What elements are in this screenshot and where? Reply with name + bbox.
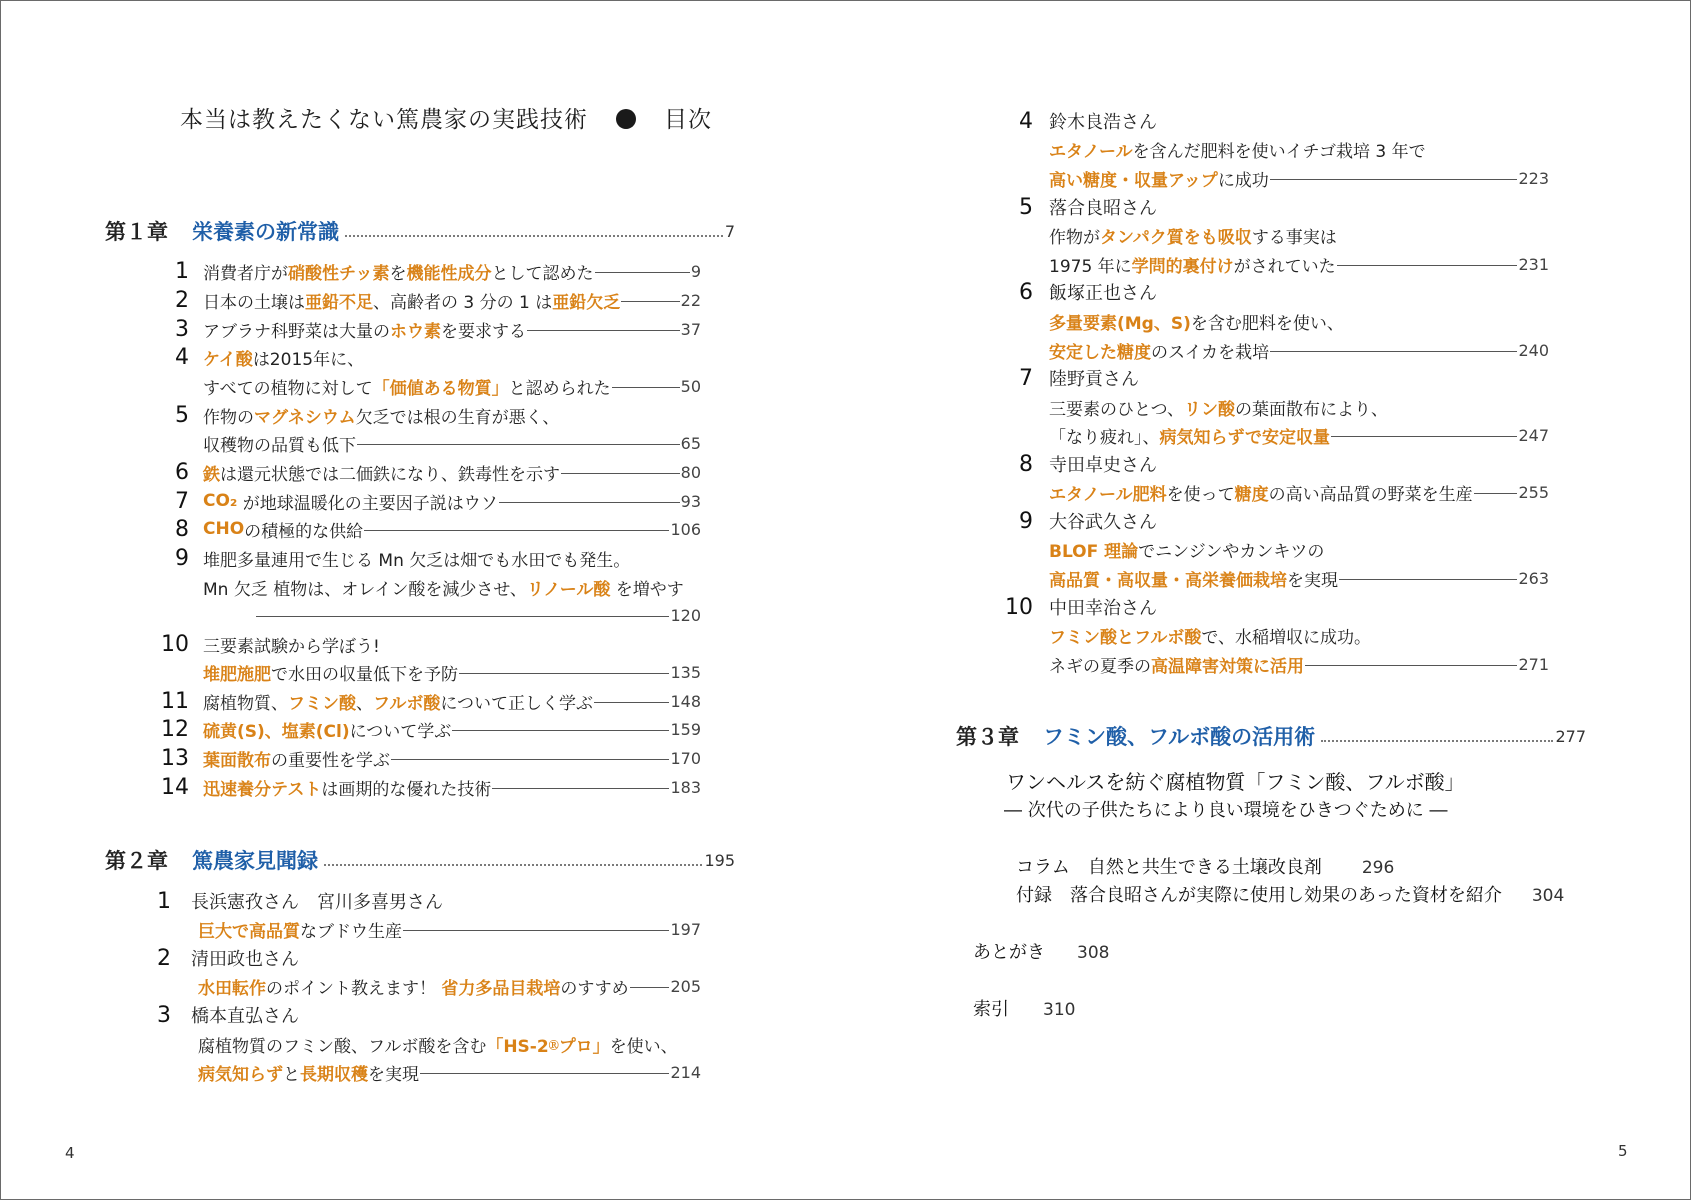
chapter-title: 栄養素の新常識 bbox=[192, 220, 339, 244]
entry-number: 1 bbox=[157, 888, 171, 914]
toc-entry-1-6[interactable] bbox=[161, 458, 701, 487]
chapter-2-heading[interactable] bbox=[105, 843, 735, 877]
page-number: 195 bbox=[704, 850, 735, 870]
entry-text: 堆肥多量連用で生じる Mn 欠乏は畑でも水田でも発生。 bbox=[203, 550, 631, 571]
toc-entry-1-10-line1[interactable] bbox=[161, 630, 701, 659]
entry-number: 7 bbox=[1019, 365, 1033, 391]
toc-entry-2-9-line2[interactable] bbox=[1049, 564, 1549, 593]
toc-entry-2-7-name[interactable] bbox=[1009, 364, 1569, 393]
entry-text: のすすめ bbox=[560, 978, 629, 999]
entry-text: 作物の bbox=[203, 407, 254, 428]
entry-number: 10 bbox=[161, 631, 189, 657]
entry-text: について学ぶ bbox=[349, 721, 452, 742]
entry-text: 作物が bbox=[1049, 227, 1100, 248]
entry-highlight: 鉄 bbox=[203, 464, 220, 485]
entry-person: 寺田卓史さん bbox=[1049, 455, 1157, 477]
leader-line bbox=[452, 730, 669, 731]
entry-highlight: 省力多品目栽培 bbox=[441, 978, 561, 999]
page-number: 183 bbox=[670, 777, 701, 797]
page-number: 223 bbox=[1518, 168, 1549, 188]
entry-number: 3 bbox=[157, 1002, 171, 1028]
leader-line bbox=[256, 616, 669, 617]
page-number: 277 bbox=[1555, 726, 1586, 746]
toc-entry-2-4-line1[interactable] bbox=[1049, 135, 1549, 164]
entry-number: 14 bbox=[161, 774, 189, 800]
entry-text: を使い、 bbox=[609, 1036, 678, 1057]
column-entry[interactable] bbox=[1016, 853, 1394, 879]
entry-highlight: 「価値ある物質」 bbox=[372, 378, 509, 399]
toc-entry-2-3-name[interactable] bbox=[151, 1001, 691, 1030]
leader-line bbox=[1337, 265, 1518, 266]
toc-label: 目次 bbox=[664, 107, 712, 133]
entry-number: 6 bbox=[175, 459, 189, 485]
entry-person: 長浜憲孜さん 宮川多喜男さん bbox=[191, 892, 443, 914]
entry-text: 三要素のひとつ、 bbox=[1049, 399, 1184, 420]
toc-entry-1-7[interactable] bbox=[161, 487, 701, 516]
toc-entry-2-1-name[interactable] bbox=[151, 887, 691, 916]
entry-text: について正しく学ぶ bbox=[440, 693, 593, 714]
chapter-3-main-title[interactable]: ワンヘルスを紡ぐ腐植物質「フミン酸、フルボ酸」 bbox=[1006, 770, 1465, 794]
toc-entry-2-10-name[interactable] bbox=[1001, 593, 1569, 622]
entry-person: 清田政也さん bbox=[191, 949, 299, 971]
toc-entry-2-6-line1[interactable] bbox=[1049, 307, 1549, 336]
leader-line bbox=[364, 530, 669, 531]
entry-highlight: リノール酸 bbox=[526, 579, 611, 600]
entry-text: は画期的な優れた技術 bbox=[321, 779, 492, 800]
entry-text: を要求する bbox=[441, 321, 526, 342]
page-number: 65 bbox=[680, 433, 701, 453]
entry-text: Mn 欠乏 植物は、オレイン酸を減少させ、 bbox=[203, 579, 527, 600]
toc-entry-2-4-name[interactable] bbox=[1009, 107, 1569, 136]
toc-entry-2-2-name[interactable] bbox=[151, 944, 691, 973]
entry-text: 「なり疲れ」、 bbox=[1049, 427, 1160, 448]
book-title: 本当は教えたくない篤農家の実践技術 bbox=[180, 107, 588, 133]
entry-highlight: 巨大で高品質 bbox=[198, 921, 300, 942]
leader-line bbox=[357, 444, 680, 445]
entry-person: 大谷武久さん bbox=[1049, 512, 1157, 534]
toc-entry-2-3-line1[interactable] bbox=[198, 1030, 718, 1059]
entry-highlight: 高い糖度・収量アップ bbox=[1049, 170, 1218, 191]
page-number: 296 bbox=[1361, 858, 1395, 878]
page-number: 255 bbox=[1518, 482, 1549, 502]
entry-highlight: 病気知らず bbox=[198, 1064, 283, 1085]
entry-highlight: 亜鉛不足 bbox=[305, 292, 373, 313]
page-number: 308 bbox=[1077, 943, 1110, 963]
toc-entry-2-6-line2[interactable] bbox=[1049, 336, 1549, 365]
toc-entry-1-14[interactable] bbox=[161, 773, 701, 802]
entry-person: 橋本直弘さん bbox=[191, 1006, 299, 1028]
toc-entry-2-5-name[interactable] bbox=[1009, 193, 1569, 222]
page-number: 120 bbox=[670, 605, 701, 625]
entry-highlight: 堆肥施肥 bbox=[203, 664, 271, 685]
page-number: 240 bbox=[1518, 340, 1549, 360]
entry-text: ネギの夏季の bbox=[1049, 656, 1151, 677]
page-number: 214 bbox=[670, 1062, 701, 1082]
entry-person: 飯塚正也さん bbox=[1049, 283, 1157, 305]
registered-mark: Ⓡ bbox=[548, 1040, 559, 1052]
entry-text: すべての植物に対して bbox=[203, 378, 373, 399]
entry-number: 13 bbox=[161, 745, 189, 771]
entry-highlight: エタノール bbox=[1049, 141, 1133, 162]
entry-text: 欠乏では根の生育が悪く、 bbox=[355, 407, 560, 428]
entry-text: アブラナ科野菜は大量の bbox=[203, 321, 390, 342]
page-number: 170 bbox=[670, 748, 701, 768]
entry-text: でニンジンやカンキツの bbox=[1138, 541, 1325, 562]
entry-text: 、高齢者の 3 分の 1 は bbox=[373, 292, 553, 313]
chapter-title: 篤農家見聞録 bbox=[192, 849, 318, 873]
entry-highlight: CHO bbox=[203, 519, 245, 540]
entry-number: 5 bbox=[1019, 194, 1033, 220]
leader-line bbox=[1270, 179, 1518, 180]
entry-highlight: 学問的裏付け bbox=[1131, 256, 1234, 277]
toc-entry-1-5-line1[interactable] bbox=[161, 401, 701, 430]
chapter-title: フミン酸、フルボ酸の活用術 bbox=[1043, 725, 1316, 749]
toc-entry-1-8[interactable] bbox=[161, 515, 701, 544]
leader-line bbox=[561, 473, 680, 474]
entry-text: が地球温暖化の主要因子説はウソ bbox=[242, 493, 498, 514]
page-number: 106 bbox=[670, 519, 701, 539]
dot-leader bbox=[345, 235, 723, 237]
entry-highlight: ホウ素 bbox=[390, 321, 441, 342]
entry-text: で水田の収量低下を予防 bbox=[271, 664, 458, 685]
page-number: 148 bbox=[670, 691, 701, 711]
entry-number: 11 bbox=[161, 688, 189, 714]
page-number: 22 bbox=[680, 290, 701, 310]
entry-highlight: 迅速養分テスト bbox=[203, 779, 322, 800]
entry-text: 消費者庁が bbox=[203, 263, 288, 284]
toc-entry-1-3[interactable] bbox=[161, 315, 701, 344]
entry-text: を実現 bbox=[368, 1064, 419, 1085]
toc-entry-1-5-line2[interactable] bbox=[203, 429, 701, 458]
leader-line bbox=[595, 272, 690, 273]
page-number: 231 bbox=[1518, 254, 1549, 274]
entry-person: 鈴木良浩さん bbox=[1049, 112, 1157, 134]
appendix-label: 付録 落合良昭さんが実際に使用し効果のあった資材を紹介 bbox=[1016, 885, 1502, 906]
entry-number: 9 bbox=[1019, 508, 1033, 534]
entry-text: の高い高品質の野菜を生産 bbox=[1268, 484, 1473, 505]
entry-text: 腐植物質、 bbox=[203, 693, 288, 714]
leader-line bbox=[1270, 351, 1517, 352]
folio-right: 5 bbox=[1618, 1142, 1628, 1160]
leader-line bbox=[621, 301, 679, 302]
entry-text: と認められた bbox=[508, 378, 611, 399]
toc-entry-1-12[interactable] bbox=[161, 715, 701, 744]
toc-entry-2-10-line2[interactable] bbox=[1049, 650, 1549, 679]
toc-entry-2-3-line2[interactable] bbox=[198, 1058, 701, 1087]
entry-number: 10 bbox=[1005, 594, 1033, 620]
entry-highlight: 機能性成分 bbox=[406, 263, 492, 284]
entry-highlight: BLOF 理論 bbox=[1049, 541, 1139, 562]
leader-line bbox=[527, 330, 680, 331]
entry-highlight: タンパク質をも吸収 bbox=[1100, 227, 1252, 248]
page-number: 9 bbox=[690, 261, 701, 281]
toc-entry-1-9-line3[interactable] bbox=[255, 601, 701, 630]
afterword-label: あとがき bbox=[973, 942, 1045, 963]
dot-leader bbox=[1321, 740, 1553, 742]
chapter-number: 第３章 bbox=[956, 725, 1019, 749]
entry-highlight: マグネシウム bbox=[254, 407, 356, 428]
page-number: 205 bbox=[670, 976, 701, 996]
toc-entry-2-5-line1[interactable] bbox=[1049, 221, 1549, 250]
toc-entry-1-4-line1[interactable] bbox=[161, 343, 701, 372]
page-number: 304 bbox=[1531, 886, 1565, 906]
toc-entry-1-2[interactable] bbox=[161, 286, 701, 315]
entry-text: で、水稲増収に成功。 bbox=[1201, 627, 1371, 648]
entry-highlight: フミン酸とフルボ酸 bbox=[1049, 627, 1202, 648]
entry-highlight: 安定した糖度 bbox=[1049, 342, 1151, 363]
entry-text: 日本の土壌は bbox=[203, 292, 305, 313]
entry-highlight: 病気知らずで安定収量 bbox=[1159, 427, 1331, 448]
entry-text: のスイカを栽培 bbox=[1151, 342, 1270, 363]
entry-number: 4 bbox=[175, 344, 189, 370]
entry-text: する事実は bbox=[1251, 227, 1337, 248]
entry-text: 収穫物の品質も低下 bbox=[203, 435, 356, 456]
entry-text: の重要性を学ぶ bbox=[271, 750, 390, 771]
chapter-number: 第２章 bbox=[105, 849, 168, 873]
chapter-3-heading[interactable] bbox=[956, 719, 1586, 753]
toc-entry-1-10-line2[interactable] bbox=[203, 658, 701, 687]
toc-entry-2-7-line1[interactable] bbox=[1049, 393, 1549, 422]
index-label: 索引 bbox=[973, 999, 1009, 1020]
entry-highlight: 多量要素(Mg、S) bbox=[1049, 313, 1191, 334]
entry-text: を含んだ肥料を使いイチゴ栽培 3 年で bbox=[1132, 141, 1426, 162]
page-number: 263 bbox=[1518, 568, 1549, 588]
entry-highlight: プロ」 bbox=[558, 1036, 610, 1057]
afterword-entry[interactable] bbox=[973, 938, 1109, 964]
entry-highlight: 糖度 bbox=[1234, 484, 1269, 505]
entry-number: 6 bbox=[1019, 279, 1033, 305]
entry-highlight: 高温障害対策に活用 bbox=[1151, 656, 1304, 677]
entry-text: のポイント教えます！ bbox=[266, 978, 436, 999]
entry-highlight: CO₂ bbox=[203, 491, 238, 512]
leader-line bbox=[612, 387, 680, 388]
toc-entry-1-4-line2[interactable] bbox=[203, 372, 701, 401]
leader-line bbox=[391, 759, 669, 760]
toc-entry-2-1-desc[interactable] bbox=[198, 915, 701, 944]
entry-number: 7 bbox=[175, 488, 189, 514]
chapter-3-subtitle: ― 次代の子供たちにより良い環境をひきつぐために ― bbox=[1004, 800, 1448, 821]
leader-line bbox=[1331, 436, 1517, 437]
leader-line bbox=[1305, 665, 1517, 666]
entry-text: を bbox=[389, 263, 407, 284]
page-number: 197 bbox=[670, 919, 701, 939]
entry-person: 落合良昭さん bbox=[1049, 198, 1157, 220]
page-number: 247 bbox=[1518, 425, 1549, 445]
page-number: 159 bbox=[670, 719, 701, 739]
entry-person: 中田幸治さん bbox=[1049, 598, 1157, 620]
toc-entry-2-8-name[interactable] bbox=[1009, 450, 1569, 479]
toc-entry-2-2-desc[interactable] bbox=[198, 972, 701, 1001]
bullet-icon bbox=[616, 109, 636, 129]
page-number: 310 bbox=[1043, 1000, 1076, 1020]
toc-entry-2-5-line2[interactable] bbox=[1049, 250, 1549, 279]
entry-highlight: 硝酸性チッ素 bbox=[288, 263, 390, 284]
page-number: 50 bbox=[680, 376, 701, 396]
entry-highlight: エタノール肥料 bbox=[1049, 484, 1167, 505]
entry-text: 1975 年に bbox=[1049, 256, 1132, 277]
page-number: 93 bbox=[680, 491, 701, 511]
page-number: 37 bbox=[680, 319, 701, 339]
entry-text: なブドウ生産 bbox=[300, 921, 402, 942]
toc-entry-2-7-line2[interactable] bbox=[1049, 421, 1549, 450]
entry-number: 1 bbox=[175, 258, 189, 284]
entry-highlight: 硫黄(S)、塩素(Cl) bbox=[203, 721, 350, 742]
entry-highlight: 亜鉛欠乏 bbox=[552, 292, 621, 313]
leader-line bbox=[459, 673, 669, 674]
entry-text: を使って bbox=[1166, 484, 1235, 505]
entry-text: は還元状態では二価鉄になり、鉄毒性を示す bbox=[220, 464, 560, 485]
toc-entry-2-10-line1[interactable] bbox=[1049, 621, 1549, 650]
entry-number: 9 bbox=[175, 545, 189, 571]
entry-number: 5 bbox=[175, 402, 189, 428]
entry-highlight: 長期収穫 bbox=[300, 1064, 368, 1085]
appendix-entry[interactable] bbox=[1016, 881, 1564, 907]
toc-entry-1-13[interactable] bbox=[161, 744, 701, 773]
entry-number: 2 bbox=[175, 287, 189, 313]
page-number: 80 bbox=[680, 462, 701, 482]
entry-text: は2015年に、 bbox=[252, 349, 365, 370]
toc-entry-2-9-line1[interactable] bbox=[1049, 535, 1549, 564]
toc-entry-1-9-line1[interactable] bbox=[161, 544, 701, 573]
entry-number: 3 bbox=[175, 316, 189, 342]
entry-highlight: リン酸 bbox=[1183, 399, 1235, 420]
entry-highlight: 「HS-2 bbox=[486, 1036, 549, 1057]
leader-line bbox=[594, 702, 669, 703]
entry-text: と bbox=[283, 1064, 300, 1085]
page-number: 271 bbox=[1518, 654, 1549, 674]
toc-entry-1-9-line2[interactable] bbox=[203, 573, 713, 602]
entry-number: 12 bbox=[161, 716, 189, 742]
entry-number: 8 bbox=[175, 516, 189, 542]
folio-left: 4 bbox=[65, 1144, 75, 1162]
entry-text: に成功 bbox=[1217, 170, 1269, 191]
leader-line bbox=[499, 502, 680, 503]
chapter-number: 第１章 bbox=[105, 220, 168, 244]
entry-text: がされていた bbox=[1233, 256, 1336, 277]
entry-highlight: 高品質・高収量・高栄養価栽培 bbox=[1049, 570, 1287, 591]
entry-highlight: ケイ酸 bbox=[203, 349, 253, 370]
leader-line bbox=[403, 930, 669, 931]
entry-text: を増やす bbox=[615, 579, 684, 600]
toc-entry-2-6-name[interactable] bbox=[1009, 278, 1569, 307]
toc-entry-2-4-line2[interactable] bbox=[1049, 164, 1549, 193]
page-number: 7 bbox=[724, 221, 735, 241]
leader-line bbox=[1474, 493, 1518, 494]
column-label: コラム 自然と共生できる土壌改良剤 bbox=[1016, 857, 1322, 878]
toc-title bbox=[180, 101, 712, 134]
entry-text: として認めた bbox=[491, 263, 594, 284]
entry-number: 2 bbox=[157, 945, 171, 971]
entry-text: を含む肥料を使い、 bbox=[1190, 313, 1344, 334]
entry-text: の積極的な供給 bbox=[244, 521, 364, 542]
leader-line bbox=[630, 987, 670, 988]
entry-text: 三要素試験から学ぼう! bbox=[203, 636, 380, 657]
entry-text: 、 bbox=[356, 693, 373, 714]
dot-leader bbox=[324, 864, 702, 866]
leader-line bbox=[1339, 579, 1517, 580]
page-number: 135 bbox=[670, 662, 701, 682]
entry-number: 8 bbox=[1019, 451, 1033, 477]
entry-text: を実現 bbox=[1287, 570, 1338, 591]
entry-highlight: 葉面散布 bbox=[203, 750, 271, 771]
index-entry[interactable] bbox=[973, 995, 1075, 1021]
toc-entry-2-9-name[interactable] bbox=[1009, 507, 1569, 536]
entry-highlight: フルボ酸 bbox=[373, 693, 441, 714]
entry-text: の葉面散布により、 bbox=[1234, 399, 1388, 420]
leader-line bbox=[492, 788, 669, 789]
toc-entry-1-1[interactable] bbox=[161, 257, 701, 286]
toc-entry-2-8-line1[interactable] bbox=[1049, 478, 1549, 507]
entry-text: 腐植物質のフミン酸、フルボ酸を含む bbox=[198, 1036, 487, 1057]
entry-highlight: フミン酸 bbox=[288, 693, 356, 714]
entry-person: 陸野貢さん bbox=[1049, 369, 1139, 391]
leader-line bbox=[420, 1073, 669, 1074]
chapter-1-heading[interactable] bbox=[105, 214, 735, 248]
entry-highlight: 水田転作 bbox=[198, 978, 266, 999]
entry-number: 4 bbox=[1019, 108, 1033, 134]
toc-entry-1-11[interactable] bbox=[161, 687, 701, 716]
